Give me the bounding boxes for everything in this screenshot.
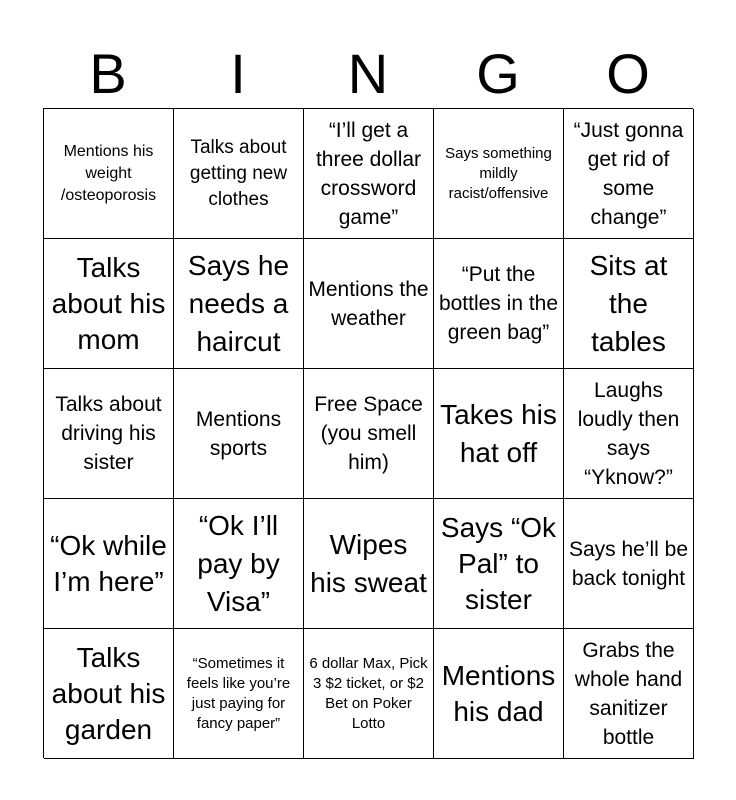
bingo-cell[interactable]: [174, 499, 304, 629]
bingo-cell[interactable]: [174, 109, 304, 239]
cell-text: Takes his hat off: [440, 398, 557, 468]
cell-text: Mentions his weight /osteoporosis: [60, 142, 157, 204]
cell-text: Free Space (you smell him): [314, 393, 423, 474]
bingo-cell[interactable]: [434, 629, 564, 759]
cell-text: Talks about his garden: [51, 641, 166, 745]
cell-text: Talks about his mom: [51, 251, 166, 355]
bingo-cell[interactable]: [434, 369, 564, 499]
bingo-cell[interactable]: [304, 499, 434, 629]
bingo-cell[interactable]: [304, 629, 434, 759]
cell-text: “Ok while I’m here”: [50, 529, 167, 597]
bingo-cell[interactable]: [44, 239, 174, 369]
cell-text: Wipes his sweat: [310, 528, 427, 598]
cell-text: Talks about getting new clothes: [189, 136, 288, 210]
bingo-cell[interactable]: [564, 629, 694, 759]
cell-text: Says “Ok Pal” to sister: [440, 511, 557, 615]
bingo-cell[interactable]: [174, 629, 304, 759]
cell-text: Says something mildly racist/offensive: [445, 144, 552, 202]
cell-text: “I’ll get a three dollar crossword game”: [315, 118, 422, 229]
cell-text: Mentions sports: [195, 407, 282, 460]
bingo-cell[interactable]: [44, 499, 174, 629]
bingo-cell[interactable]: [434, 109, 564, 239]
bingo-cell[interactable]: [304, 239, 434, 369]
cell-text: Says he’ll be back tonight: [568, 537, 689, 590]
header-letter-i: I: [230, 42, 246, 105]
free-space-cell[interactable]: [304, 369, 434, 499]
cell-text: Says he needs a haircut: [187, 249, 290, 357]
cell-text: Talks about driving his sister: [55, 393, 162, 474]
header-letter-o: O: [606, 42, 650, 105]
cell-text: Mentions the weather: [308, 277, 429, 330]
bingo-cell[interactable]: [174, 239, 304, 369]
bingo-cell[interactable]: [434, 499, 564, 629]
bingo-cell[interactable]: [44, 369, 174, 499]
cell-text: Mentions his dad: [441, 659, 556, 727]
bingo-cell[interactable]: [44, 109, 174, 239]
bingo-grid: [43, 108, 693, 758]
header-letter-g: G: [476, 42, 520, 105]
bingo-cell[interactable]: [174, 369, 304, 499]
cell-text: “Put the bottles in the green bag”: [438, 263, 559, 344]
cell-text: “Just gonna get rid of some change”: [573, 118, 684, 229]
bingo-cell[interactable]: [434, 239, 564, 369]
cell-text: 6 dollar Max, Pick 3 $2 ticket, or $2 Bet on Poker Lotto: [309, 654, 428, 732]
bingo-cell[interactable]: [564, 499, 694, 629]
cell-text: Sits at the tables: [589, 249, 668, 357]
header-letter-b: B: [89, 42, 127, 105]
bingo-cell[interactable]: [564, 239, 694, 369]
cell-text: “Ok I’ll pay by Visa”: [197, 509, 280, 617]
header-letter-n: N: [347, 42, 389, 105]
bingo-header: [43, 40, 693, 108]
cell-text: “Sometimes it feels like you’re just paying for fancy paper”: [186, 654, 291, 732]
bingo-cell[interactable]: [304, 109, 434, 239]
bingo-cell[interactable]: [564, 109, 694, 239]
bingo-cell[interactable]: [44, 629, 174, 759]
bingo-cell[interactable]: [564, 369, 694, 499]
cell-text: Grabs the whole hand sanitizer bottle: [574, 638, 683, 749]
cell-text: Laughs loudly then says “Yknow?”: [577, 378, 680, 489]
